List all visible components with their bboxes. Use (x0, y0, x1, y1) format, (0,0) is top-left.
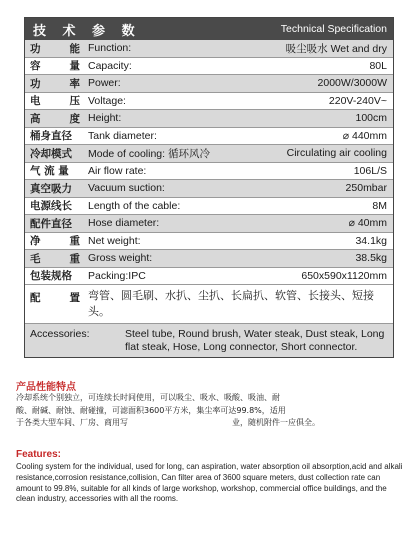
spec-row-label-en: Air flow rate: (88, 164, 147, 177)
spec-rows (25, 40, 393, 285)
spec-row-label-en: Length of the cable: (88, 199, 181, 212)
spec-row (25, 215, 393, 233)
spec-row-value: 8M (372, 199, 387, 212)
spec-row-label-cn (30, 216, 88, 231)
accessories-text: Steel tube, Round brush, Water steak, Dust steak, Long flat steak, Hose, Long connector, Short connector. (125, 328, 385, 353)
spec-row-label-cn-part: 配件直径 (30, 217, 72, 230)
spec-row-label-cn-part: 功 (30, 77, 41, 90)
config-label-cn (30, 288, 80, 320)
spec-row (25, 180, 393, 198)
features-cn-line3-right: 业，随机附件一应俱全。 (232, 418, 320, 427)
spec-row-label-cn (30, 233, 80, 248)
spec-title-en: Technical Specification (280, 23, 387, 35)
spec-header (25, 18, 393, 40)
config-text: 弯管、圆毛刷、水扒、尘扒、长扁扒、软管、长接头、短接头。 (88, 289, 374, 318)
spec-row (25, 163, 393, 181)
features-cn-body (16, 392, 396, 430)
spec-row-label-cn-part: 功 (30, 42, 41, 55)
spec-row-label-cn-part: 能 (69, 42, 80, 55)
spec-row-label-cn-part: 电 (30, 95, 41, 108)
spec-row-label-en: Height: (88, 112, 122, 125)
spec-title-cn: 技 术 参 数 (33, 23, 141, 39)
spec-row-label-cn (30, 163, 88, 178)
spec-row-label-cn-part: 率 (69, 77, 80, 90)
spec-row-value: 吸尘吸水 Wet and dry (285, 42, 387, 55)
spec-row-label-cn-part: 量 (69, 60, 80, 73)
spec-row-value: 2000W/3000W (317, 77, 387, 90)
spec-row-value: 38.5kg (355, 252, 387, 265)
spec-row-value: ⌀ 440mm (342, 129, 387, 142)
spec-row (25, 75, 393, 93)
spec-row-label-cn (30, 181, 88, 196)
spec-row (25, 145, 393, 163)
spec-row-label-cn-part: 度 (69, 112, 80, 125)
config-label-char: 置 (69, 292, 80, 304)
spec-row (25, 40, 393, 58)
features-cn-line3 (16, 417, 396, 430)
spec-row-label-cn-part: 高 (30, 112, 41, 125)
features-cn-line3-left: 于各类大型车间、厂房、商用写 (16, 418, 128, 427)
spec-row-label-en: Tank diameter: (88, 129, 157, 142)
spec-row-label-en: Power: (88, 77, 121, 90)
spec-row-label-cn-part: 重 (69, 252, 80, 265)
spec-row-value: 34.1kg (355, 234, 387, 247)
spec-row-label-cn-part: 净 (30, 235, 41, 248)
spec-row-value: 220V-240V~ (328, 94, 387, 107)
spec-row-label-en: Vacuum suction: (88, 182, 165, 195)
spec-row (25, 268, 393, 286)
spec-row-label-cn-part: 真空吸力 (30, 182, 72, 195)
features-en-title: Features: (16, 449, 62, 460)
spec-row-label-cn-part: 桶身直径 (30, 130, 72, 143)
spec-row-label-cn-part: 冷却模式 (30, 147, 72, 160)
spec-row-label-en: Packing:IPC (88, 269, 146, 282)
spec-row (25, 93, 393, 111)
spec-row-label-en: Net weight: (88, 234, 141, 247)
spec-row-label-en: Hose diameter: (88, 217, 160, 230)
config-label-char: 配 (30, 292, 41, 304)
spec-row-label-cn-part: 压 (69, 95, 80, 108)
spec-row-label-cn (30, 111, 80, 126)
spec-table (24, 17, 394, 358)
spec-row-value: 100cm (355, 112, 387, 125)
spec-row (25, 58, 393, 76)
spec-row-label-en: Function: (88, 42, 132, 55)
spec-row-label-cn (30, 76, 80, 91)
spec-row-label-cn-part: 电源线长 (30, 200, 72, 213)
spec-row-label-en: Capacity: (88, 59, 132, 72)
spec-row-label-cn (30, 93, 80, 108)
spec-row-value: 106L/S (353, 164, 387, 177)
spec-row-value: 650x590x1120mm (301, 269, 387, 282)
features-en-body: Cooling system for the individual, used for long, can aspiration, water absorption oil absorption,acid and alkali resistance,corrosion resistance,collision, Can filter area of 3600 square meters, dust collection rate can amount to 99.8%, suitable for all kinds of large workshop, workshop, commercial office buildings, and the clean industry, accessories with all the rooms. (16, 462, 403, 504)
spec-row-label-cn (30, 268, 88, 283)
spec-row-label-cn (30, 198, 88, 213)
spec-row-label-cn-part: 气 流 量 (30, 165, 69, 178)
spec-row-label-cn (30, 251, 80, 266)
features-cn-title: 产品性能特点 (16, 382, 76, 393)
spec-row-label-cn (30, 146, 88, 161)
features-cn-line: 酸、耐碱、耐蚀、耐碰撞，可滤面积3600平方米，集尘率可达99.8%，适用 (16, 405, 286, 415)
spec-row (25, 128, 393, 146)
spec-row-value: 250mbar (345, 182, 387, 195)
spec-row-label-cn (30, 58, 80, 73)
spec-row-label-en: Mode of cooling: 循环风冷 (88, 147, 210, 160)
spec-row-label-en: Voltage: (88, 94, 126, 107)
spec-row-value: Circulating air cooling (286, 147, 387, 160)
features-cn-line: 冷却系统个别独立，可连续长时间使用，可以吸尘、吸水、吸酸、吸油、耐 (16, 393, 280, 402)
spec-row (25, 110, 393, 128)
spec-row-value: 80L (369, 59, 387, 72)
spec-row-label-cn-part: 包装规格 (30, 270, 72, 283)
config-row (25, 285, 393, 324)
spec-row-label-cn (30, 128, 88, 143)
spec-row-label-cn-part: 容 (30, 60, 41, 73)
spec-row (25, 233, 393, 251)
spec-row-label-en: Gross weight: (88, 252, 153, 265)
spec-row-value: ⌀ 40mm (348, 217, 387, 230)
spec-row (25, 198, 393, 216)
spec-row-label-cn-part: 重 (69, 235, 80, 248)
accessories-row (25, 324, 393, 357)
spec-row (25, 250, 393, 268)
spec-row-label-cn (30, 41, 80, 56)
accessories-label: Accessories: (30, 328, 90, 340)
spec-row-label-cn-part: 毛 (30, 252, 41, 265)
